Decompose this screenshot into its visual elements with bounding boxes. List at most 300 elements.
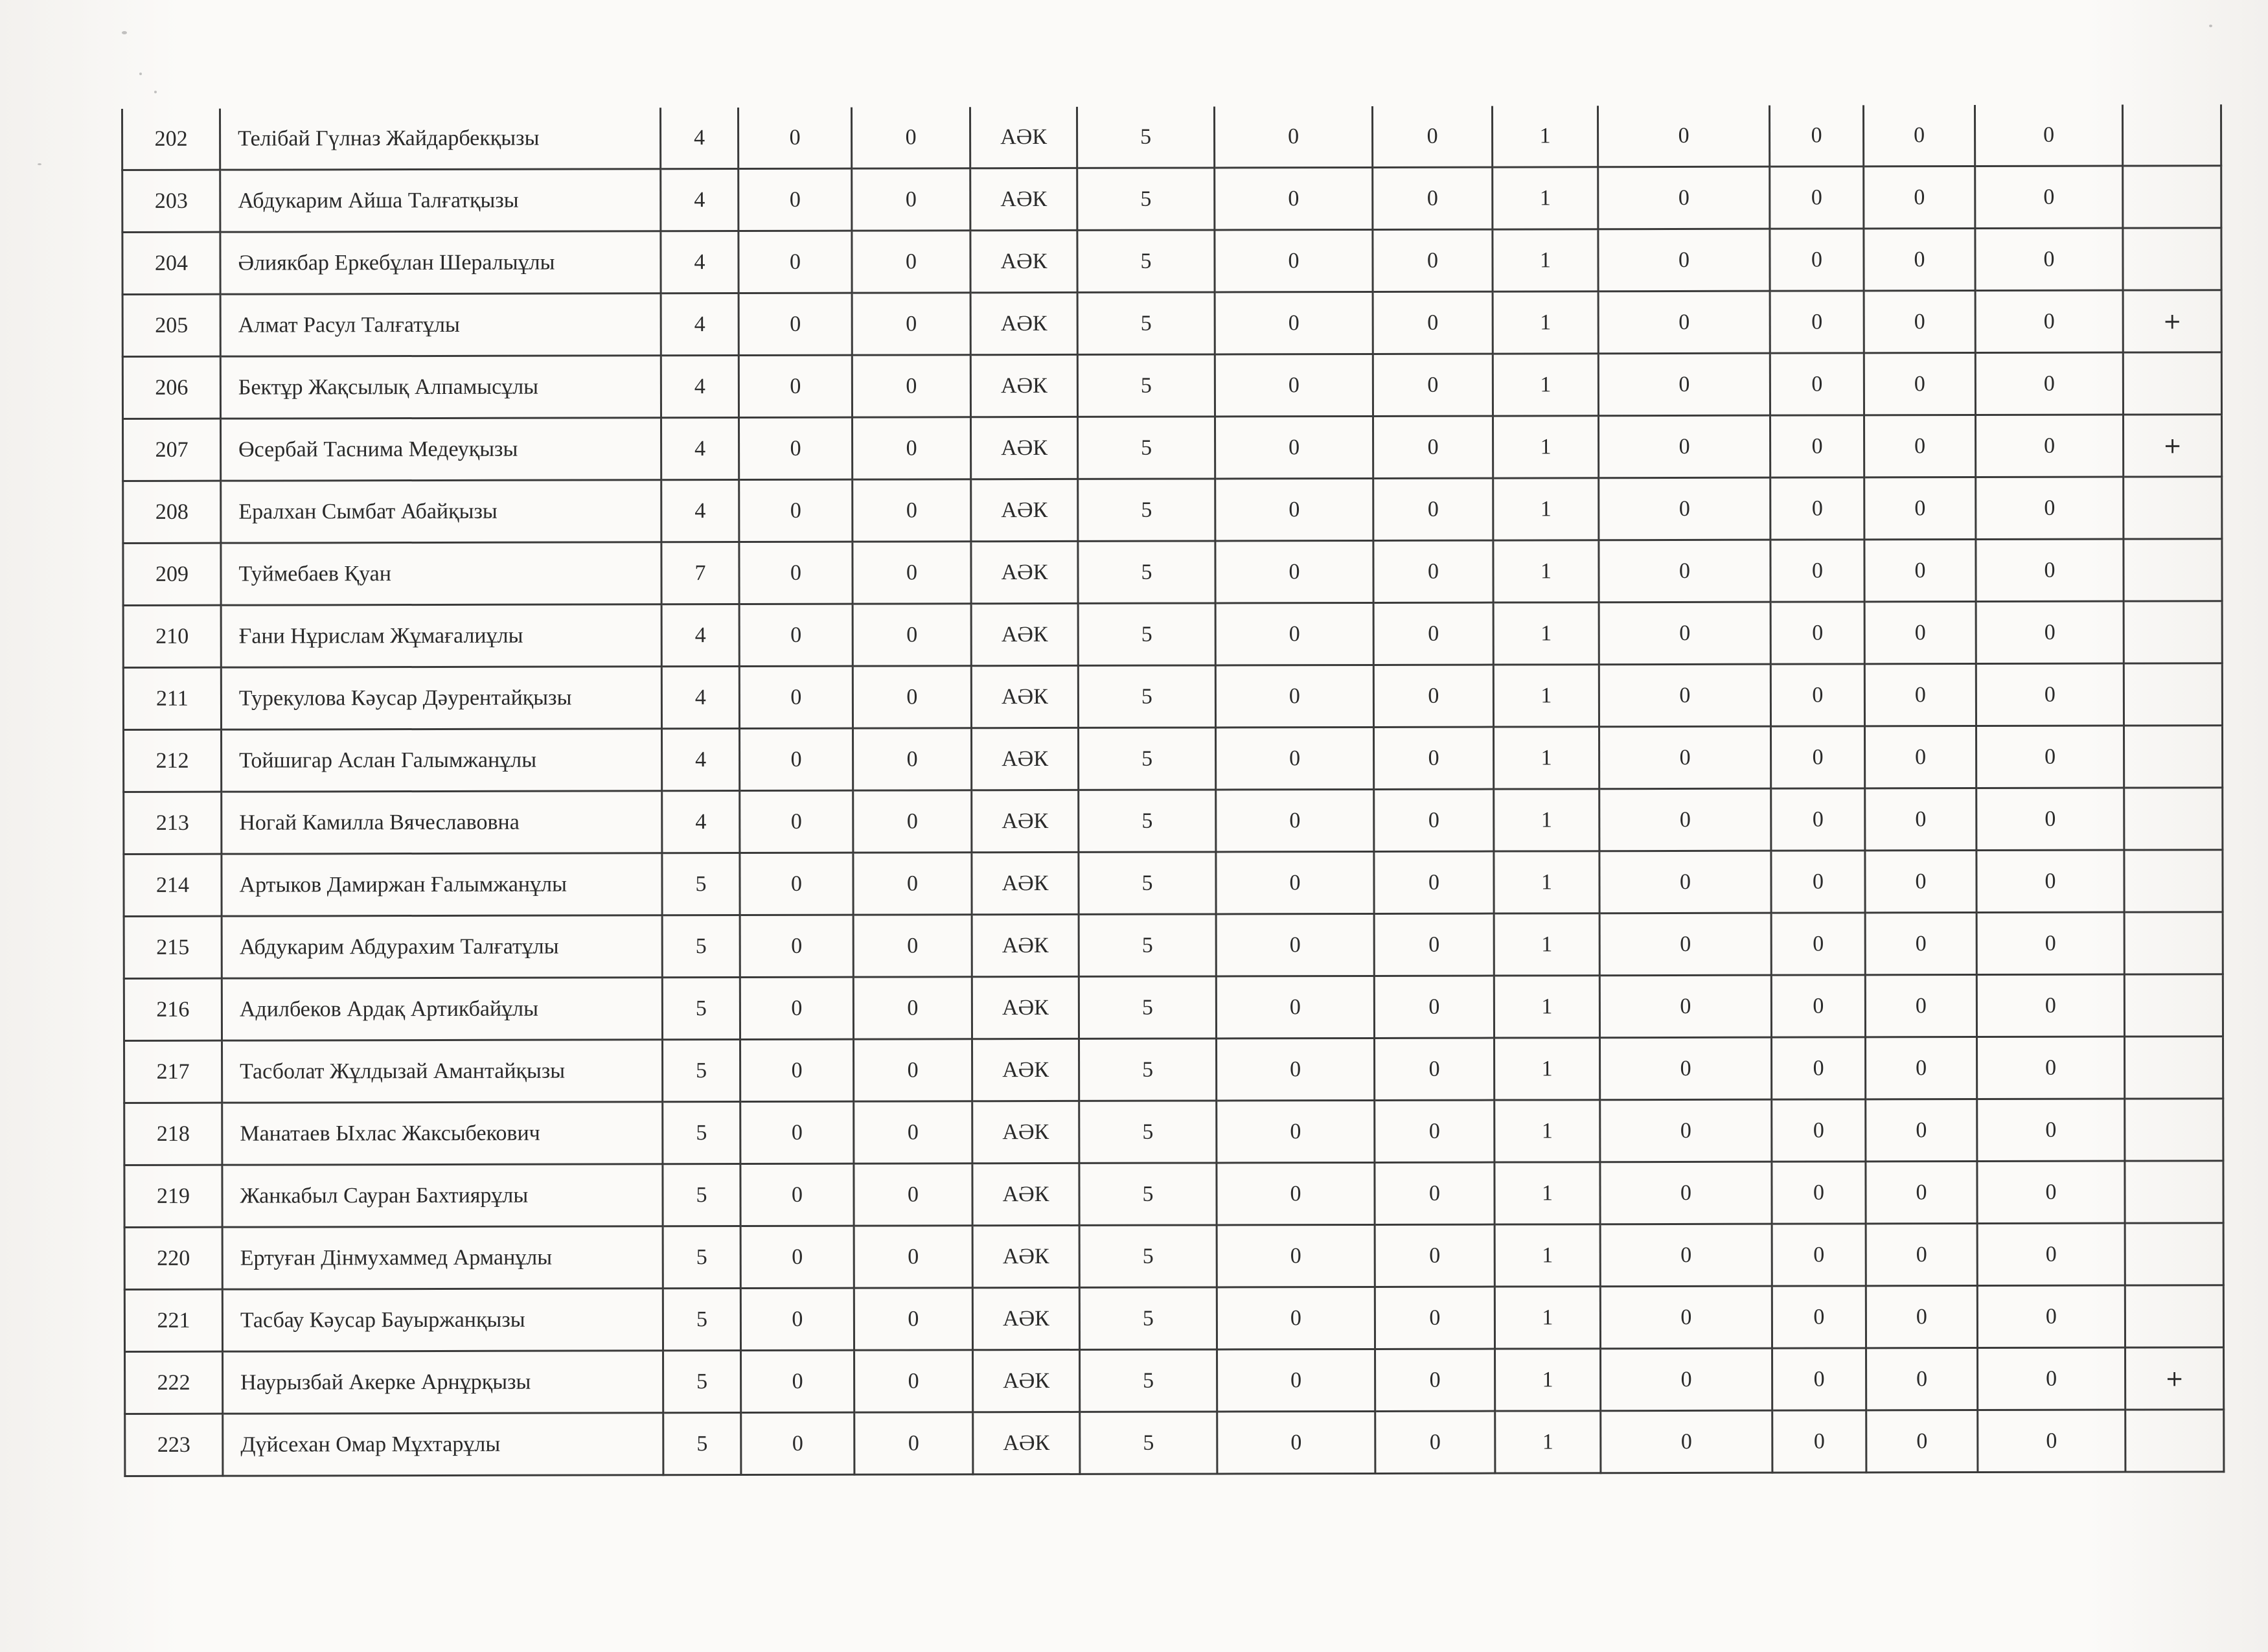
mark-cell [2124,663,2222,726]
value-cell-i: 0 [1866,1348,1978,1410]
value-cell-j: 0 [1976,974,2124,1037]
value-cell-g: 0 [1600,1099,1772,1162]
value-cell-i: 0 [1865,726,1976,788]
table-row [122,352,2221,419]
value-cell-d: 0 [1216,976,1374,1038]
table-row [123,601,2222,668]
grade-cell: 4 [661,604,739,667]
value-cell-b: 0 [852,293,970,355]
value-cell-f: 1 [1493,354,1598,416]
value-cell-a: 0 [739,355,852,417]
value-cell-a: 0 [739,231,852,293]
value-cell-d: 0 [1215,292,1373,354]
value-cell-a: 0 [740,915,853,977]
grade-cell: 4 [661,667,739,729]
value-cell-j: 0 [1977,1037,2125,1099]
value-cell-c: 5 [1079,976,1216,1038]
grade-cell: 5 [663,1040,740,1102]
row-number: 210 [123,605,221,667]
grade-cell: 4 [661,356,739,418]
value-cell-e: 0 [1375,1100,1495,1162]
value-cell-c: 5 [1077,168,1215,230]
value-cell-a: 0 [740,853,853,915]
value-cell-c: 5 [1077,292,1215,354]
row-number: 220 [124,1227,222,1289]
grade-cell: 4 [661,480,739,542]
value-cell-d: 0 [1215,167,1373,230]
value-cell-d: 0 [1215,416,1373,479]
value-cell-g: 0 [1599,726,1771,789]
student-name: Дүйсехан Омар Мұхтарұлы [223,1413,663,1476]
value-cell-g: 0 [1599,913,1771,976]
value-cell-a: 0 [740,1039,854,1101]
value-cell-a: 0 [739,293,852,355]
student-name: Туймебаев Қуан [221,542,661,605]
student-name: Ғани Нұрислам Жұмағалиұлы [221,604,661,667]
value-cell-h: 0 [1770,291,1864,353]
value-cell-i: 0 [1864,664,1976,726]
value-cell-f: 1 [1494,851,1599,913]
value-cell-h: 0 [1770,353,1864,415]
value-cell-d: 0 [1215,229,1373,292]
value-cell-e: 0 [1373,416,1493,478]
value-cell-d: 0 [1217,1162,1375,1225]
table-row [122,290,2221,357]
value-cell-e: 0 [1373,167,1493,229]
grade-cell: 4 [662,791,740,853]
code-cell: АӘК [970,230,1077,292]
value-cell-c: 5 [1079,728,1216,790]
value-cell-d: 0 [1217,1224,1375,1287]
value-cell-b: 0 [854,1226,972,1288]
value-cell-f: 1 [1495,1100,1600,1162]
grade-cell: 5 [663,1164,740,1226]
value-cell-j: 0 [1976,539,2124,601]
value-cell-j: 0 [1976,850,2124,912]
value-cell-c: 5 [1079,914,1216,976]
code-cell: АӘК [973,1349,1080,1412]
value-cell-c: 5 [1079,852,1216,914]
value-cell-i: 0 [1863,105,1975,166]
row-number: 216 [124,978,222,1040]
value-cell-a: 0 [740,1101,854,1164]
value-cell-d: 0 [1216,727,1374,790]
value-cell-d: 0 [1217,1349,1375,1412]
value-cell-e: 0 [1375,1349,1495,1411]
value-cell-j: 0 [1975,166,2123,228]
value-cell-f: 1 [1493,292,1598,354]
code-cell: АӘК [970,168,1077,230]
value-cell-g: 0 [1600,1162,1772,1224]
code-cell: АӘК [972,1225,1079,1287]
value-cell-g: 0 [1599,788,1771,851]
value-cell-g: 0 [1598,106,1769,167]
code-cell: АӘК [970,417,1077,479]
value-cell-a: 0 [740,790,853,853]
table-body [122,104,2224,1476]
value-cell-f: 1 [1493,602,1599,665]
mark-cell [2123,166,2221,228]
value-cell-i: 0 [1866,1286,1977,1348]
student-name: Бектұр Жақсылық Алпамысұлы [220,356,661,419]
code-cell: АӘК [972,1287,1079,1349]
value-cell-g: 0 [1601,1410,1772,1473]
value-cell-h: 0 [1770,540,1864,602]
value-cell-e: 0 [1375,1411,1495,1473]
value-cell-h: 0 [1770,664,1864,726]
mark-cell: + [2123,415,2221,477]
value-cell-i: 0 [1865,913,1976,975]
table-row [122,228,2221,295]
mark-cell [2124,912,2223,974]
value-cell-a: 0 [738,108,851,169]
student-name: Өсербай Таснима Медеуқызы [221,418,661,481]
grade-cell: 5 [662,978,740,1040]
value-cell-i: 0 [1864,415,1975,477]
value-cell-e: 0 [1374,789,1494,851]
mark-cell [2125,1037,2223,1099]
mark-cell [2125,1161,2223,1223]
value-cell-b: 0 [853,604,971,666]
student-name: Абдукарим Айша Талғатқызы [220,169,661,232]
student-name: Ертуған Дінмухаммед Арманұлы [222,1226,663,1289]
value-cell-c: 5 [1077,230,1215,292]
value-cell-b: 0 [852,168,970,231]
student-name: Ералхан Сымбат Абайқызы [221,480,661,543]
value-cell-c: 5 [1080,1349,1217,1412]
value-cell-h: 0 [1771,851,1865,913]
value-cell-g: 0 [1599,851,1771,913]
table-row [124,1285,2223,1352]
table-row [122,166,2221,233]
value-cell-f: 1 [1493,167,1598,229]
table-row [122,104,2221,170]
value-cell-j: 0 [1976,912,2124,974]
value-cell-j: 0 [1976,726,2124,788]
value-cell-b: 0 [853,666,971,728]
value-cell-g: 0 [1598,353,1770,416]
value-cell-h: 0 [1772,1348,1866,1410]
value-cell-c: 5 [1079,1287,1217,1349]
student-name: Телібай Гүлназ Жайдарбекқызы [220,108,660,170]
value-cell-j: 0 [1976,601,2124,663]
code-cell: АӘК [972,852,1079,914]
value-cell-e: 0 [1375,1162,1495,1224]
mark-cell [2125,1285,2223,1348]
value-cell-h: 0 [1771,788,1865,851]
value-cell-d: 0 [1215,665,1373,728]
row-number: 203 [122,170,220,232]
value-cell-e: 0 [1374,913,1494,976]
table-row [124,974,2223,1041]
value-cell-d: 0 [1217,1038,1375,1101]
value-cell-d: 0 [1217,1100,1375,1163]
code-cell: АӘК [970,107,1077,168]
value-cell-d: 0 [1215,602,1373,665]
value-cell-h: 0 [1770,602,1864,664]
value-cell-a: 0 [740,1226,854,1288]
value-cell-b: 0 [852,355,970,417]
value-cell-c: 5 [1079,1225,1217,1287]
value-cell-b: 0 [854,1288,972,1350]
value-cell-a: 0 [739,168,852,231]
grade-cell: 5 [663,1102,740,1164]
value-cell-f: 1 [1494,789,1599,851]
value-cell-e: 0 [1373,354,1493,416]
mark-cell: + [2125,1348,2224,1410]
student-name: Адилбеков Ардақ Артикбайұлы [222,978,662,1040]
value-cell-e: 0 [1374,851,1494,913]
row-number: 222 [125,1351,223,1414]
value-cell-e: 0 [1373,292,1493,354]
grade-cell: 4 [660,108,738,169]
value-cell-j: 0 [1975,105,2122,166]
value-cell-g: 0 [1598,229,1770,292]
code-cell: АӘК [972,1038,1079,1101]
table-row [124,726,2223,792]
value-cell-j: 0 [1976,477,2124,539]
value-cell-i: 0 [1866,1099,1977,1162]
grade-cell: 7 [661,542,739,604]
value-cell-b: 0 [854,1350,973,1412]
value-cell-g: 0 [1601,1348,1772,1411]
value-cell-e: 0 [1374,976,1494,1038]
row-number: 212 [124,729,222,792]
value-cell-d: 0 [1215,540,1373,603]
mark-cell [2123,228,2221,290]
value-cell-i: 0 [1866,1037,1977,1099]
value-cell-b: 0 [852,417,970,479]
value-cell-h: 0 [1771,726,1865,788]
value-cell-c: 5 [1078,665,1215,728]
value-cell-j: 0 [1975,415,2123,477]
row-number: 202 [122,109,220,170]
value-cell-f: 1 [1492,106,1598,167]
value-cell-e: 0 [1375,1038,1495,1100]
value-cell-i: 0 [1865,975,1976,1037]
student-table [121,104,2225,1477]
value-cell-j: 0 [1976,663,2124,726]
mark-cell [2124,601,2222,663]
value-cell-h: 0 [1771,913,1865,975]
value-cell-b: 0 [853,479,971,542]
value-cell-i: 0 [1864,602,1976,664]
value-cell-j: 0 [1977,1161,2125,1223]
table-row [124,912,2223,979]
mark-cell [2123,352,2221,415]
value-cell-h: 0 [1769,105,1863,166]
row-number: 211 [123,667,221,729]
mark-cell [2125,1223,2223,1285]
row-number: 207 [123,419,221,481]
mark-cell [2124,726,2223,788]
value-cell-a: 0 [739,417,853,479]
row-number: 214 [124,854,222,916]
value-cell-d: 0 [1216,913,1374,976]
value-cell-d: 0 [1216,851,1374,914]
grade-cell: 4 [662,729,740,791]
table-row [123,539,2222,606]
value-cell-i: 0 [1866,1162,1977,1224]
value-cell-f: 1 [1495,1162,1600,1224]
student-name: Тойшигар Аслан Галымжанұлы [222,729,662,792]
value-cell-h: 0 [1772,1286,1866,1348]
value-cell-i: 0 [1866,1410,1978,1473]
value-cell-j: 0 [1978,1348,2125,1410]
value-cell-e: 0 [1375,1287,1495,1349]
code-cell: АӘК [972,790,1079,852]
value-cell-c: 5 [1078,479,1215,541]
value-cell-c: 5 [1079,1101,1217,1163]
row-number: 223 [125,1414,223,1476]
value-cell-h: 0 [1770,415,1864,477]
value-cell-e: 0 [1374,727,1494,789]
value-cell-g: 0 [1598,415,1770,478]
value-cell-c: 5 [1078,541,1215,603]
value-cell-b: 0 [854,1164,972,1226]
mark-cell [2124,788,2223,850]
value-cell-c: 5 [1079,790,1216,852]
value-cell-e: 0 [1372,106,1492,168]
code-cell: АӘК [973,1412,1080,1474]
value-cell-b: 0 [853,542,971,604]
table-row [124,850,2223,917]
value-cell-f: 1 [1495,1349,1601,1411]
value-cell-e: 0 [1373,229,1493,292]
student-name: Турекулова Кәусар Дәурентайқызы [221,667,661,729]
row-number: 206 [122,356,220,419]
mark-cell [2125,1410,2224,1472]
value-cell-d: 0 [1217,1411,1375,1474]
value-cell-j: 0 [1977,1099,2125,1161]
value-cell-c: 5 [1077,354,1215,417]
code-cell: АӘК [972,976,1079,1038]
code-cell: АӘК [970,292,1077,354]
student-name: Манатаев Ыхлас Жаксыбекович [222,1102,663,1165]
value-cell-i: 0 [1866,1224,1977,1286]
mark-cell [2124,974,2223,1037]
value-cell-d: 0 [1217,1287,1375,1349]
code-cell: АӘК [970,354,1077,417]
value-cell-a: 0 [740,977,853,1039]
student-name: Алмат Расул Талғатұлы [220,293,661,356]
value-cell-a: 0 [741,1412,854,1474]
grade-cell: 5 [663,1413,741,1475]
code-cell: АӘК [971,603,1078,665]
value-cell-g: 0 [1598,291,1770,354]
value-cell-f: 1 [1495,1038,1600,1100]
value-cell-h: 0 [1772,1224,1866,1286]
table-row [125,1348,2224,1414]
code-cell: АӘК [972,728,1079,790]
value-cell-g: 0 [1599,477,1770,540]
value-cell-f: 1 [1495,1411,1601,1473]
value-cell-b: 0 [853,728,972,790]
value-cell-a: 0 [739,542,853,604]
value-cell-j: 0 [1978,1410,2125,1472]
value-cell-b: 0 [853,790,972,853]
value-cell-a: 0 [739,479,853,542]
value-cell-i: 0 [1865,788,1976,851]
value-cell-a: 0 [740,728,853,790]
value-cell-g: 0 [1599,540,1770,602]
value-cell-h: 0 [1772,1410,1866,1473]
value-cell-f: 1 [1494,976,1599,1038]
student-name: Әлиякбар Еркебұлан Шералыұлы [220,231,661,294]
value-cell-g: 0 [1598,166,1770,229]
scan-speck [38,163,41,165]
student-name: Артыков Дамиржан Ғалымжанұлы [222,853,662,916]
value-cell-i: 0 [1864,229,1975,291]
row-number: 218 [124,1103,222,1165]
value-cell-j: 0 [1975,352,2123,415]
row-number: 221 [124,1289,222,1351]
value-cell-j: 0 [1975,228,2123,290]
value-cell-e: 0 [1373,478,1493,540]
value-cell-f: 1 [1493,540,1599,602]
value-cell-f: 1 [1495,1287,1600,1349]
row-number: 213 [124,792,222,854]
value-cell-a: 0 [739,604,853,666]
value-cell-a: 0 [741,1350,854,1412]
grade-cell: 4 [661,169,739,231]
value-cell-f: 1 [1495,1224,1600,1287]
row-number: 215 [124,916,222,978]
grade-cell: 5 [663,1226,740,1289]
value-cell-j: 0 [1977,1285,2125,1348]
value-cell-c: 5 [1080,1412,1217,1474]
value-cell-f: 1 [1493,416,1598,478]
grade-cell: 5 [662,915,740,978]
scan-speck [154,91,157,93]
value-cell-h: 0 [1770,477,1864,540]
value-cell-b: 0 [852,231,970,293]
value-cell-d: 0 [1214,106,1372,168]
value-cell-f: 1 [1493,665,1599,727]
value-cell-h: 0 [1770,229,1864,291]
row-number: 217 [124,1040,222,1103]
table-row [123,477,2222,544]
code-cell: АӘК [971,479,1078,541]
row-number: 208 [123,481,221,543]
grade-cell: 5 [663,1289,740,1351]
value-cell-i: 0 [1865,851,1976,913]
code-cell: АӘК [972,1163,1079,1225]
value-cell-a: 0 [740,1288,854,1350]
scan-speck [139,73,142,75]
code-cell: АӘК [972,1101,1079,1163]
student-name: Тасбау Кәусар Бауыржанқызы [222,1289,663,1351]
mark-cell [2124,850,2223,912]
grade-cell: 4 [661,231,739,293]
table-row [123,415,2222,481]
value-cell-a: 0 [739,666,853,728]
scan-speck [2209,25,2212,27]
table-row [125,1410,2224,1476]
value-cell-h: 0 [1770,166,1864,229]
table-row [124,1223,2223,1290]
value-cell-h: 0 [1771,975,1865,1037]
value-cell-j: 0 [1975,290,2123,352]
grade-cell: 5 [663,1351,741,1413]
value-cell-a: 0 [740,1164,854,1226]
value-cell-b: 0 [851,107,970,168]
student-name: Ногай Камилла Вячеславовна [222,791,662,854]
row-number: 204 [122,232,220,294]
value-cell-d: 0 [1215,478,1373,541]
value-cell-g: 0 [1600,1224,1772,1287]
row-number: 209 [123,543,221,605]
